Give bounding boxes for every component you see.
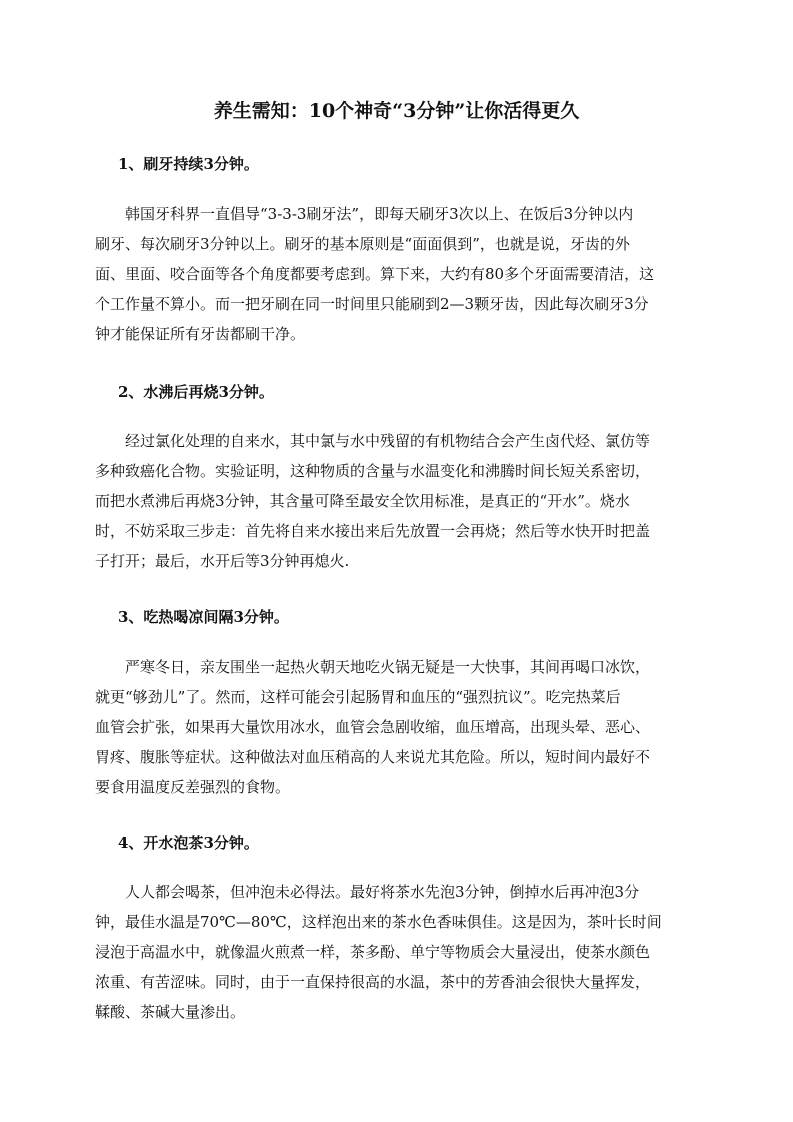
section-2-heading: 2、水沸后再烧3分钟。 [118,383,274,401]
paragraph-line: 个工作量不算小。而一把牙刷在同一时间里只能刷到2—3颗牙齿，因此每次刷牙3分 [95,295,649,313]
paragraph-line: 浓重、有苦涩味。同时，由于一直保持很高的水温，茶中的芳香油会很快大量挥发， [95,973,651,991]
document-title: 养生需知：10个神奇“3分钟”让你活得更久 [213,100,580,122]
section-3-paragraph [95,652,698,802]
paragraph-line: 人人都会喝茶，但冲泡未必得法。最好将茶水先泡3分钟，倒掉水后再冲泡3分 [125,883,640,901]
paragraph-line: 钟，最佳水温是70℃—80℃，这样泡出来的茶水色香味俱佳。这是因为，茶叶长时间 [95,913,662,931]
paragraph-line: 韩国牙科界一直倡导“3-3-3刷牙法”，即每天刷牙3次以上、在饭后3分钟以内 [125,205,634,223]
paragraph-line: 鞣酸、茶碱大量渗出。 [95,1003,246,1021]
section-4-paragraph [95,877,698,1027]
paragraph-line: 多种致癌化合物。实验证明，这种物质的含量与水温变化和沸腾时间长短关系密切， [95,462,651,480]
paragraph-line: 浸泡于高温水中，就像温火煎煮一样，茶多酚、单宁等物质会大量浸出，使茶水颜色 [95,943,651,961]
paragraph-line: 刷牙、每次刷牙3分钟以上。刷牙的基本原则是“面面俱到”，也就是说，牙齿的外 [95,235,630,253]
paragraph-line: 时，不妨采取三步走：首先将自来水接出来后先放置一会再烧；然后等水快开时把盖 [95,522,651,540]
section-3-heading: 3、吃热喝凉间隔3分钟。 [118,608,289,626]
section-2-paragraph [95,426,698,576]
paragraph-line: 要食用温度反差强烈的食物。 [95,778,291,796]
paragraph-line: 就更“够劲儿”了。然而，这样可能会引起肠胃和血压的“强烈抗议”。吃完热菜后 [95,688,621,706]
section-4-heading: 4、开水泡茶3分钟。 [118,834,259,852]
section-1-paragraph [95,199,698,349]
paragraph-line: 血管会扩张，如果再大量饮用冰水，血管会急剧收缩，血压增高，出现头晕、恶心、 [95,718,651,736]
section-1-heading: 1、刷牙持续3分钟。 [118,155,259,173]
paragraph-line: 胃疼、腹胀等症状。这种做法对血压稍高的人来说尤其危险。所以，短时间内最好不 [95,748,651,766]
paragraph-line: 面、里面、咬合面等各个角度都要考虑到。算下来，大约有80多个牙面需要清洁，这 [95,265,655,283]
paragraph-line: 严寒冬日，亲友围坐一起热火朝天地吃火锅无疑是一大快事，其间再喝口冰饮， [125,658,651,676]
paragraph-line: 而把水煮沸后再烧3分钟，其含量可降至最安全饮用标准，是真正的“开水”。烧水 [95,492,630,510]
paragraph-line: 钟才能保证所有牙齿都刷干净。 [95,325,306,343]
paragraph-line: 子打开；最后，水开后等3分钟再熄火. [95,552,350,570]
paragraph-line: 经过氯化处理的自来水，其中氯与水中残留的有机物结合会产生卤代烃、氯仿等 [125,432,651,450]
